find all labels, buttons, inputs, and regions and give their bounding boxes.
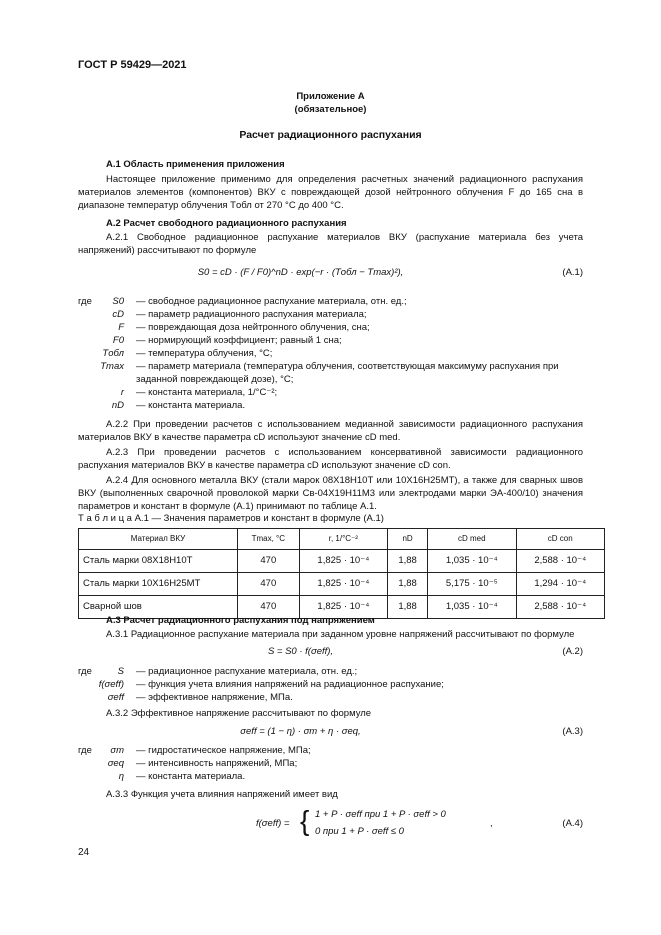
formula-a1 — [78, 266, 583, 290]
standard-number: ГОСТ Р 59429—2021 — [78, 59, 187, 71]
table-cell: 470 — [238, 550, 300, 573]
section-a3-title: А.3 Расчет радиационного распухания под напряжением — [106, 615, 375, 626]
definition-text: — гидростатическое напряжение, МПа; — [136, 745, 311, 756]
table-row — [79, 550, 605, 573]
table-cell: Сварной шов — [79, 596, 238, 619]
table-header-cell: cD med — [428, 529, 516, 550]
definition-symbol: Tmax — [100, 361, 124, 372]
definition-text: — интенсивность напряжений, МПа; — [136, 758, 298, 769]
table-header-cell: Tmax, °С — [238, 529, 300, 550]
appendix-title: Приложение А — [296, 91, 365, 102]
table-cell: 1,825 · 10⁻⁴ — [299, 573, 387, 596]
table-caption-label: Т а б л и ц а — [78, 513, 132, 524]
formula-a4-tail: , — [490, 818, 493, 829]
definition-text: — свободное радиационное распухание материала, отн. ед.; — [136, 296, 407, 307]
section-a2-p1: А.2.1 Свободное радиационное распухание материалов ВКУ (распухание материала без учета напряжений) рассчитывают по формуле — [78, 232, 583, 257]
table-caption-text: А.1 — Значения параметров и констант в формуле (А.1) — [134, 513, 384, 524]
table-cell: 2,588 · 10⁻⁴ — [516, 596, 604, 619]
section-a2-title: А.2 Расчет свободного радиационного распухания — [106, 218, 347, 229]
document-page: ГОСТ Р 59429—2021 Приложение А (обязательное) Расчет радиационного распухания А.1 Область применения приложения Настоящее приложение применимо для определения расчетных значений радиационного распухания материалов элементов (компонентов) ВКУ с повреждающей дозой нейтронного облучения F до 165 сна в диапазоне температур облучения Tобл от 270 °С до 400 °С. А.2 Расчет свободного радиационного распухания А.2.1 Свободное радиационное распухание материалов ВКУ (распухание материала без учета напряжений) рассчитывают по формуле S0 = cD · (F / F0)^nD · exp(−r · (Tобл − Tmax)²), (А.1) где S0 — свободное радиационное распухание материала, отн. ед.; cD — параметр радиационного распухания материала; F — повреждающая доза нейтронного облучения, сна; F0 — нормирующий коэффициент; равный 1 сна; Tобл — температура облучения, °С; Tmax — параметр материала (температура облучения, соответствующая максимуму распухания при заданной повреждающей дозе), °С; r — константа материала, 1/°С⁻²; nD — константа материала. А.2.2 При проведении расчетов с использованием медианной зависимости радиационного распухания материалов ВКУ в качестве параметра cD используют значение cD med. А.2.3 При проведении расчетов с использованием консервативной зависимости радиационного распухания материалов ВКУ в качестве параметра cD используют значение cD con. А.2.4 Для основного металла ВКУ (стали марок 08Х18Н10Т или 10Х16Н25МТ), а также для сварных швов ВКУ (выполненных сварочной проволокой марки Св-04Х19Н11М3 или электродами марки ЭА-400/10) значения параметров и констант в формуле (А.1) принимают по таблице А.1. Т а б л и ц а А.1 — Значения параметров и констант в формуле (А.1) Материал ВКУ Tmax, °С r, 1/°С⁻² nD cD med cD con Сталь марки 08Х18Н10Т 470 1,825 · 10⁻⁴ 1,88 1,035 · 10⁻⁴ 2,588 · 10⁻⁴ Сталь марки 10Х16Н25МТ 470 1,825 · 10⁻⁴ 1,88 5,175 · 10⁻⁵ 1,294 · 10⁻⁴ Сварной шов 470 1,825 · 10⁻⁴ 1,88 1,035 · 10⁻⁴ 2,588 · 10⁻⁴ А.3 Расчет радиационного распухания под напряжением А.3.1 Радиационное распухание материала при заданном уровне напряжений рассчитывают по формуле S = S0 · f(σeff), (А.2) где S — радиационное распухание материала, отн. ед.; f(σeff) — функция учета влияния напряжений на радиационное распухание; σeff — эффективное напряжение, МПа. А.3.2 Эффективное напряжение рассчитывают по формуле σeff = (1 − η) · σm + η · σeq, (А.3) где σm — гидростатическое напряжение, МПа; σeq — интенсивность напряжений, МПа; η — константа материала. А.3.3 Функция учета влияния напряжений имеет вид f(σeff) = { 1 + P · σeff при 1 + P · σeff > 0 0 при 1 + P · σeff ≤ 0 , (А.4) 24 — [0, 0, 661, 935]
page-number: 24 — [78, 847, 90, 858]
formula-a3-number: (А.3) — [562, 726, 583, 737]
section-a2-p3: А.2.3 При проведении расчетов с использованием консервативной зависимости радиационного распухания материалов ВКУ в качестве параметра cD используют значение cD con. — [78, 447, 583, 472]
table-header-cell: Материал ВКУ — [79, 529, 238, 550]
table-row — [79, 573, 605, 596]
table-cell: Сталь марки 08Х18Н10Т — [79, 550, 238, 573]
section-a1-title: А.1 Область применения приложения — [106, 159, 285, 170]
definition-symbol: σeq — [107, 758, 124, 769]
definition-symbol: S — [117, 666, 124, 677]
table-caption — [78, 512, 384, 525]
table-cell: 470 — [238, 573, 300, 596]
definition-text: — эффективное напряжение, МПа. — [136, 692, 293, 703]
section-a3-p1: А.3.1 Радиационное распухание материала при заданном уровне напряжений рассчитывают по формуле — [106, 629, 575, 640]
table-cell: 470 — [238, 596, 300, 619]
definition-symbol: cD — [112, 309, 124, 320]
table-header-row — [79, 529, 605, 550]
table-cell: 1,825 · 10⁻⁴ — [299, 550, 387, 573]
definition-symbol: F — [118, 322, 124, 333]
table-cell: 1,035 · 10⁻⁴ — [428, 550, 516, 573]
definition-text: — функция учета влияния напряжений на радиационное распухание; — [136, 679, 444, 690]
table-cell: 2,588 · 10⁻⁴ — [516, 550, 604, 573]
appendix-heading: Расчет радиационного распухания — [239, 129, 422, 141]
table-cell: 1,294 · 10⁻⁴ — [516, 573, 604, 596]
definition-symbol: σeff — [107, 692, 124, 703]
parameters-table — [78, 528, 605, 619]
formula-a2-number: (А.2) — [562, 646, 583, 657]
formula-a1-body: S0 = cD · (F / F0)^nD · exp(−r · (Tобл − Tmax)²), — [197, 267, 404, 278]
definition-text: — параметр материала (температура облучения, соответствующая максимуму распухания при заданной повреждающей дозе), °С; — [136, 361, 559, 386]
formula-a3-body: σeff = (1 − η) · σm + η · σeq, — [240, 726, 361, 737]
brace-symbol: { — [300, 805, 310, 836]
definition-text: — константа материала, 1/°С⁻²; — [136, 387, 278, 398]
definition-text: — параметр радиационного распухания материала; — [136, 309, 367, 320]
definition-text: — повреждающая доза нейтронного облучения, сна; — [136, 322, 370, 333]
definition-symbol: Tобл — [102, 348, 124, 359]
formula-a4-case2: 0 при 1 + P · σeff ≤ 0 — [315, 826, 404, 837]
appendix-status: (обязательное) — [294, 104, 367, 115]
section-a3-p3: А.3.3 Функция учета влияния напряжений имеет вид — [106, 789, 338, 800]
table-cell: 1,035 · 10⁻⁴ — [428, 596, 516, 619]
definition-symbol: F0 — [112, 335, 124, 346]
definition-text: — константа материала. — [136, 771, 246, 782]
formula-a1-number: (А.1) — [562, 267, 583, 278]
table-header-cell: cD con — [516, 529, 604, 550]
table-cell: 1,88 — [388, 596, 428, 619]
table-cell: 1,88 — [388, 550, 428, 573]
section-a2-p2: А.2.2 При проведении расчетов с использованием медианной зависимости радиационного распухания материалов ВКУ в качестве параметра cD используют значение cD med. — [78, 419, 583, 444]
section-a1-paragraph: Настоящее приложение применимо для определения расчетных значений радиационного распухания материалов элементов (компонентов) ВКУ с повреждающей дозой нейтронного облучения F до 165 сна в диапазоне температур облучения Tобл от 270 °С до 400 °С. — [78, 174, 583, 212]
definition-symbol: f(σeff) — [98, 679, 124, 690]
definition-symbol: nD — [111, 400, 124, 411]
definition-text: — радиационное распухание материала, отн. ед.; — [136, 666, 358, 677]
table-header-cell: nD — [388, 529, 428, 550]
formula-a4-case1: 1 + P · σeff при 1 + P · σeff > 0 — [315, 809, 446, 820]
formula-a4 — [78, 806, 583, 842]
table-cell: 5,175 · 10⁻⁵ — [428, 573, 516, 596]
definition-symbol: S0 — [112, 296, 124, 307]
formula-a4-lhs: f(σeff) = — [256, 818, 290, 829]
definition-text: — константа материала. — [136, 400, 246, 411]
definition-symbol: σm — [110, 745, 124, 756]
definition-symbol: r — [120, 387, 124, 398]
section-a3-p2: А.3.2 Эффективное напряжение рассчитывают по формуле — [106, 708, 372, 719]
definition-symbol: η — [118, 771, 124, 782]
table-cell: Сталь марки 10Х16Н25МТ — [79, 573, 238, 596]
section-a2-p4: А.2.4 Для основного металла ВКУ (стали марок 08Х18Н10Т или 10Х16Н25МТ), а также для сварных швов ВКУ (выполненных сварочной проволокой марки Св-04Х19Н11М3 или электродами марки ЭА-400/10) значения параметров и констант в формуле (А.1) принимают по таблице А.1. — [78, 475, 583, 513]
definition-text: — нормирующий коэффициент; равный 1 сна; — [136, 335, 342, 346]
formula-a4-number: (А.4) — [562, 818, 583, 829]
table-header-cell: r, 1/°С⁻² — [299, 529, 387, 550]
table-cell: 1,88 — [388, 573, 428, 596]
table-cell: 1,825 · 10⁻⁴ — [299, 596, 387, 619]
formula-a2-body: S = S0 · f(σeff), — [267, 646, 334, 657]
definition-text: — температура облучения, °С; — [136, 348, 273, 359]
